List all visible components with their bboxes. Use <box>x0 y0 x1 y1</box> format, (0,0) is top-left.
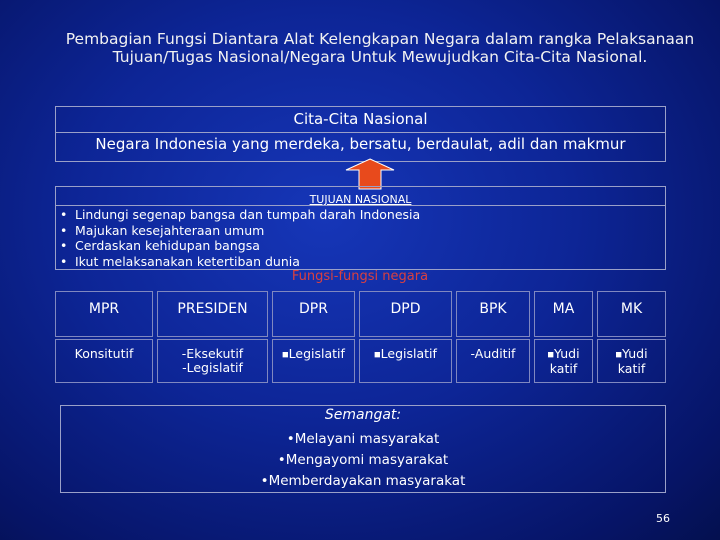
cita-cita-heading: Cita-Cita Nasional <box>293 110 428 128</box>
lembaga-fungsi-dpd <box>359 339 452 383</box>
tujuan-item: • Cerdaskan kehidupan bangsa <box>58 238 420 254</box>
fungsi-line: -Legislatif <box>182 360 243 375</box>
slide-title: Pembagian Fungsi Diantara Alat Kelengkapan Negara dalam rangka Pelaksanaan Tujuan/Tugas Nasional/Negara Untuk Mewujudkan Cita-Cita Nasional. <box>65 30 695 66</box>
fungsi-line: katif <box>617 360 646 376</box>
lembaga-name-ma: MA <box>534 291 593 337</box>
fungsi-line: Konsitutif <box>74 346 134 361</box>
cita-cita-text: Negara Indonesia yang merdeka, bersatu, berdaulat, adil dan makmur <box>95 135 626 153</box>
fungsi-line: katif <box>549 360 578 376</box>
lembaga-name-dpr: DPR <box>272 291 355 337</box>
lembaga-fungsi-mpr <box>55 339 153 383</box>
fungsi-line: ■Legislatif <box>374 346 437 361</box>
semangat-heading: Semangat: <box>324 407 402 423</box>
square-bullet-icon: ■ <box>282 350 289 359</box>
square-bullet-icon: ■ <box>547 350 555 359</box>
fungsi-line: ■Legislatif <box>282 346 345 361</box>
lembaga-name-bpk: BPK <box>456 291 530 337</box>
fungsi-line: -Eksekutif <box>181 346 244 361</box>
page-number: 56 <box>656 512 670 525</box>
semangat-list <box>60 429 666 492</box>
semangat-item: •Memberdayakan masyarakat <box>260 473 466 489</box>
lembaga-fungsi-presiden <box>157 339 268 383</box>
tujuan-item: • Majukan kesejahteraan umum <box>58 223 420 239</box>
fungsi-line: ■Yudi <box>547 346 580 361</box>
square-bullet-icon: ■ <box>374 350 381 359</box>
fungsi-line: ■Yudi <box>615 346 648 361</box>
tujuan-item: • Ikut melaksanakan ketertiban dunia <box>58 254 420 270</box>
lembaga-fungsi-mk <box>597 339 666 383</box>
square-bullet-icon: ■ <box>615 350 623 359</box>
tujuan-item: • Lindungi segenap bangsa dan tumpah darah Indonesia <box>58 207 420 223</box>
lembaga-name-presiden: PRESIDEN <box>157 291 268 337</box>
lembaga-name-mk: MK <box>597 291 666 337</box>
tujuan-list <box>58 207 420 269</box>
lembaga-fungsi-ma <box>534 339 593 383</box>
semangat-item: •Mengayomi masyarakat <box>277 452 449 468</box>
tujuan-nasional-heading: TUJUAN NASIONAL <box>309 193 412 206</box>
fungsi-line: -Auditif <box>470 346 516 361</box>
lembaga-fungsi-dpr <box>272 339 355 383</box>
lembaga-name-mpr: MPR <box>55 291 153 337</box>
lembaga-fungsi-bpk <box>456 339 530 383</box>
fungsi-label: Fungsi-fungsi negara <box>291 269 429 284</box>
cita-divider <box>56 132 665 133</box>
lembaga-name-dpd: DPD <box>359 291 452 337</box>
semangat-item: •Melayani masyarakat <box>286 431 440 447</box>
